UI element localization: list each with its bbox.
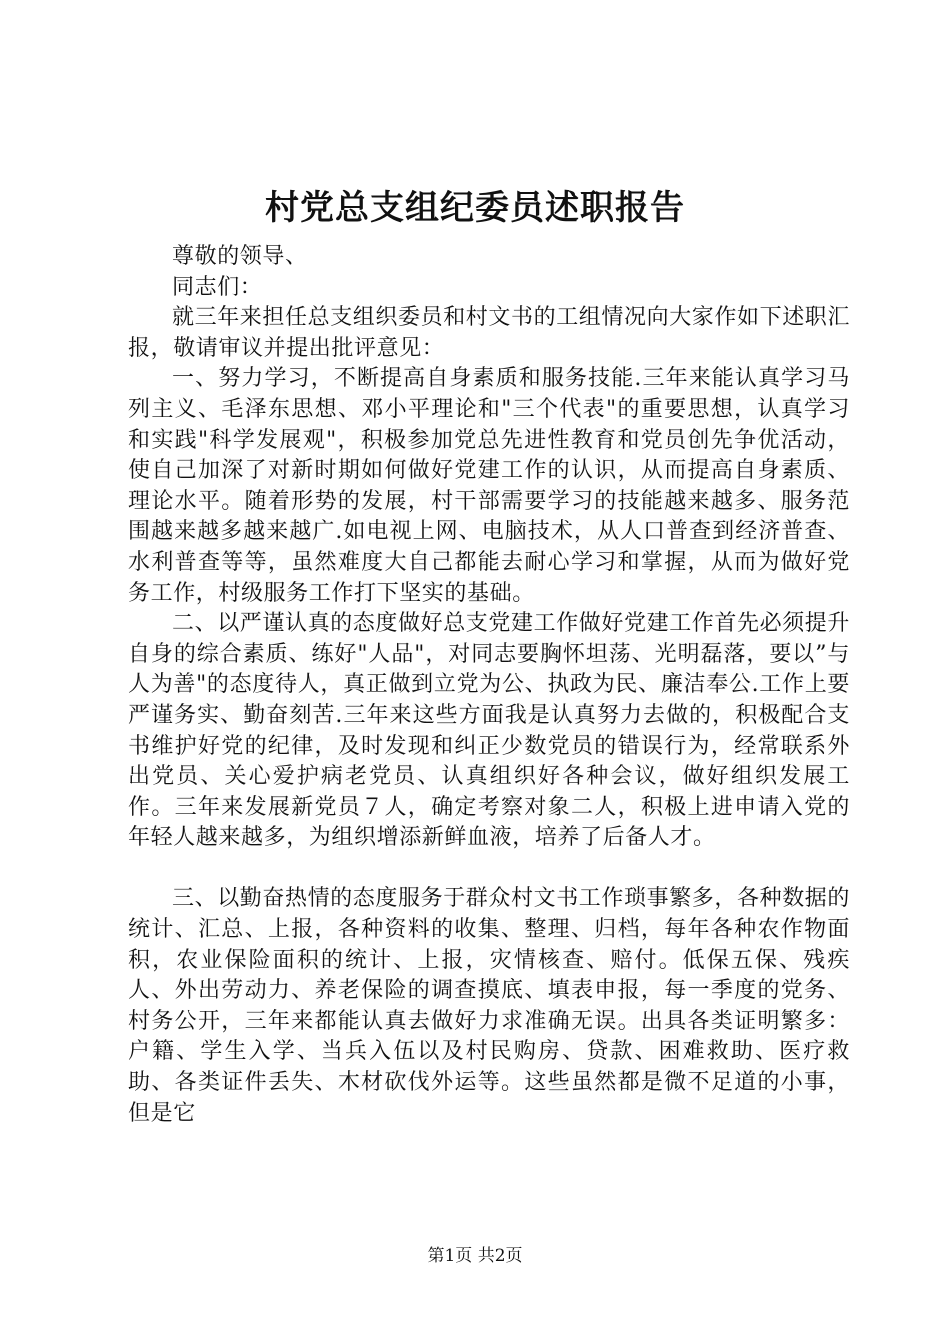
paragraph-intro: 就三年来担任总支组织委员和村文书的工组情况向大家作如下述职汇报，敬请审议并提出批评意见： [128,305,851,361]
paragraph-section-2: 二、以严谨认真的态度做好总支党建工作做好党建工作首先必须提升自身的综合素质、练好"人品"，对同志要胸怀坦荡、光明磊落，要以”与人为善"的态度待人，真正做到立党为公、执政为民、廉洁奉公.工作上要严谨务实、勤奋刻苦.三年来这些方面我是认真努力去做的，积极配合支书维护好党的纪律，及时发现和纠正少数党员的错误行为，经常联系外出党员、关心爱护病老党员、认真组织好各种会议，做好组织发展工作。三年来发展新党员７人，确定考察对象二人，积极上进申请入党的年轻人越来越多，为组织增添新鲜血液，培养了后备人才。 [128,611,851,851]
paragraph-section-3: 三、以勤奋热情的态度服务于群众村文书工作琐事繁多，各种数据的统计、汇总、上报，各种资料的收集、整理、归档，每年各种农作物面积，农业保险面积的统计、上报，灾情核查、赔付。低保五保、残疾人、外出劳动力、养老保险的调查摸底、填表申报，每一季度的党务、村务公开，三年来都能认真去做好力求准确无误。出具各类证明繁多：户籍、学生入学、当兵入伍以及村民购房、贷款、困难救助、医疗救助、各类证件丢失、木材砍伐外运等。这些虽然都是微不足道的小事，但是它 [128,886,851,1126]
page-number-footer: 第1页 共2页 [427,1246,523,1266]
salutation-line-2: 同志们： [172,274,263,300]
document-body [128,242,850,1129]
salutation-line-1: 尊敬的领导、 [172,244,308,269]
document-title: 村党总支组纪委员述职报告 [265,188,685,228]
paragraph-section-1: 一、努力学习，不断提高自身素质和服务技能.三年来能认真学习马列主义、毛泽东思想、邓小平理论和"三个代表"的重要思想，认真学习和实践"科学发展观"，积极参加党总先进性教育和党员创先争优活动，使自己加深了对新时期如何做好党建工作的认识，从而提高自身素质、理论水平。随着形势的发展，村干部需要学习的技能越来越多、服务范围越来越多越来越广.如电视上网、电脑技术，从人口普查到经济普查、水利普查等等，虽然难度大自己都能去耐心学习和掌握，从而为做好党务工作，村级服务工作打下坚实的基础。 [128,366,850,606]
